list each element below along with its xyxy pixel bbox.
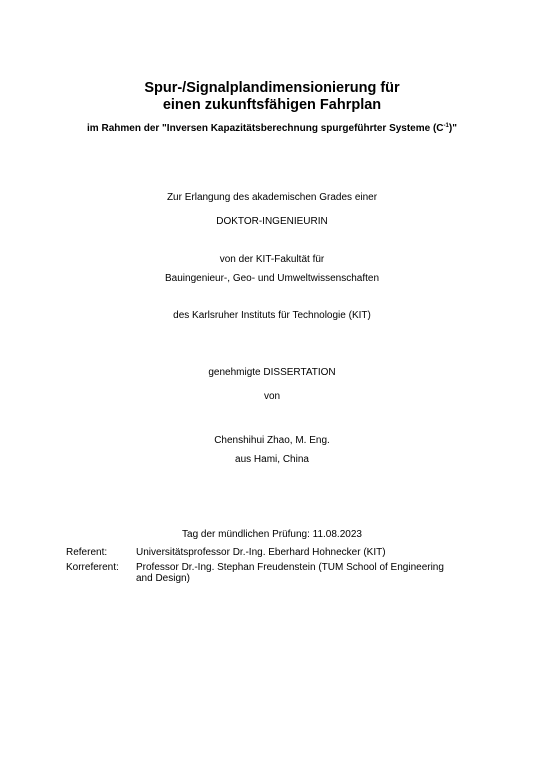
title-line-2: einen zukunftsfähigen Fahrplan xyxy=(162,97,382,113)
subtitle xyxy=(0,123,544,135)
coreferee-name-line-2: and Design) xyxy=(136,573,190,584)
subtitle-suffix: )" xyxy=(448,123,457,134)
by-label: von xyxy=(263,391,281,402)
title-line-1: Spur-/Signalplandimensionierung für xyxy=(144,80,400,96)
institute: des Karlsruher Instituts für Technologie (KIT) xyxy=(173,310,371,321)
coreferee-name-line-1: Professor Dr.-Ing. Stephan Freudenstein (TUM School of Engineering xyxy=(136,562,444,573)
faculty: Bauingenieur-, Geo- und Umweltwissenschaften xyxy=(165,273,379,284)
origin: aus Hami, China xyxy=(235,454,309,465)
author: Chenshihui Zhao, M. Eng. xyxy=(214,435,330,446)
degree: DOKTOR-INGENIEURIN xyxy=(216,216,328,227)
referee-label: Referent: xyxy=(66,547,108,558)
exam-date: Tag der mündlichen Prüfung: 11.08.2023 xyxy=(182,529,362,540)
referee-name: Universitätsprofessor Dr.-Ing. Eberhard Hohnecker (KIT) xyxy=(136,547,386,558)
approved-dissertation: genehmigte DISSERTATION xyxy=(208,367,336,378)
degree-intro: Zur Erlangung des akademischen Grades einer xyxy=(166,192,378,203)
subtitle-superscript: -1 xyxy=(443,123,449,129)
coreferee-label: Korreferent: xyxy=(66,562,119,573)
subtitle-prefix: im Rahmen der "Inversen Kapazitätsberechnung spurgeführter Systeme (C xyxy=(87,123,444,134)
faculty-intro: von der KIT-Fakultät für xyxy=(219,254,325,265)
coreferee-name xyxy=(136,562,486,584)
